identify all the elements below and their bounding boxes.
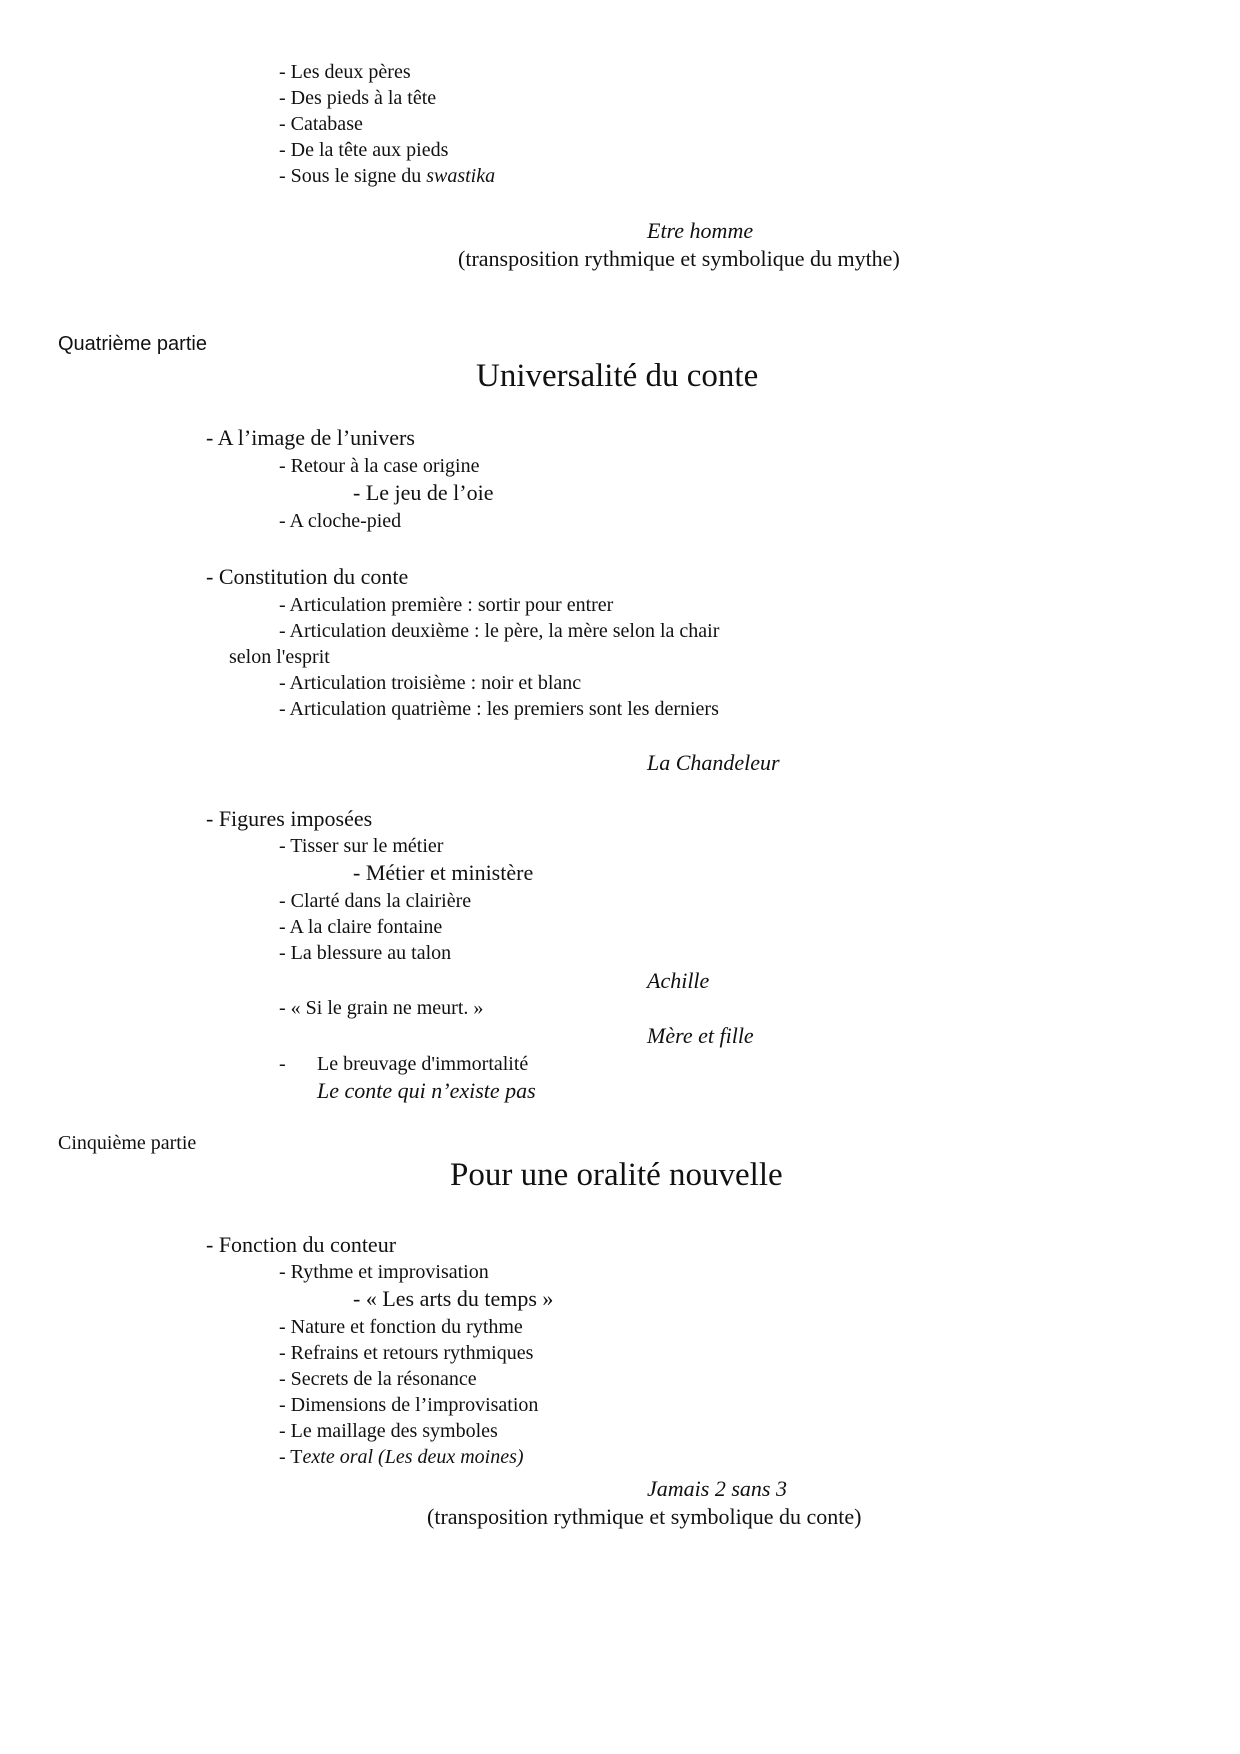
list-item: - Articulation troisième : noir et blanc — [279, 672, 582, 694]
section-note: Le conte qui n’existe pas — [317, 1078, 536, 1103]
list-item-text: - T — [279, 1446, 303, 1468]
section-note: Achille — [647, 968, 710, 993]
list-item: - Articulation deuxième : le père, la mère selon la chair — [279, 620, 720, 642]
part-label: Quatrième partie — [58, 333, 207, 355]
sub-list-item: - « Les arts du temps » — [353, 1286, 554, 1311]
list-item: - Tisser sur le métier — [279, 835, 444, 857]
list-item: - Nature et fonction du rythme — [279, 1316, 523, 1338]
list-item: - La blessure au talon — [279, 942, 452, 964]
list-item-text: Le breuvage d'immortalité — [317, 1053, 529, 1075]
list-item-italic: exte oral (Les deux moines) — [302, 1446, 524, 1468]
list-item: - A la claire fontaine — [279, 916, 443, 938]
group-heading: - Fonction du conteur — [206, 1232, 397, 1257]
list-item: - Les deux pères — [279, 61, 411, 83]
list-item: - A cloche-pied — [279, 510, 402, 532]
section-closing-title: Jamais 2 sans 3 — [647, 1476, 787, 1501]
part-label: Cinquième partie — [58, 1132, 197, 1154]
list-item: - Catabase — [279, 113, 363, 135]
list-item: - Secrets de la résonance — [279, 1368, 477, 1390]
list-item: - Des pieds à la tête — [279, 87, 437, 109]
list-item-continuation: selon l'esprit — [229, 646, 330, 668]
list-item-italic: swastika — [426, 165, 496, 187]
section-note: La Chandeleur — [647, 750, 780, 775]
sub-list-item: - Métier et ministère — [353, 860, 534, 885]
list-item — [279, 1447, 524, 1467]
list-item: - Dimensions de l’improvisation — [279, 1394, 539, 1416]
part-title: Universalité du conte — [476, 358, 759, 394]
list-item — [279, 1054, 528, 1074]
list-item: - « Si le grain ne meurt. » — [279, 997, 484, 1019]
section-closing-title: Etre homme — [647, 218, 754, 243]
list-item: - Clarté dans la clairière — [279, 890, 472, 912]
list-item: - Rythme et improvisation — [279, 1261, 489, 1283]
list-item: - Refrains et retours rythmiques — [279, 1342, 534, 1364]
list-item: - Le maillage des symboles — [279, 1420, 498, 1442]
list-item: - Articulation première : sortir pour entrer — [279, 594, 614, 616]
section-note: Mère et fille — [647, 1023, 754, 1048]
list-item: - Articulation quatrième : les premiers sont les derniers — [279, 698, 719, 720]
section-closing-subtitle: (transposition rythmique et symbolique du mythe) — [458, 246, 900, 271]
group-heading: - Figures imposées — [206, 806, 373, 831]
list-item — [279, 166, 495, 186]
list-dash: - — [279, 1053, 286, 1075]
group-heading: - A l’image de l’univers — [206, 425, 415, 450]
section-closing-subtitle: (transposition rythmique et symbolique du conte) — [427, 1504, 862, 1529]
part-title: Pour une oralité nouvelle — [450, 1157, 783, 1193]
sub-list-item: - Le jeu de l’oie — [353, 480, 494, 505]
list-item: - Retour à la case origine — [279, 455, 480, 477]
group-heading: - Constitution du conte — [206, 564, 409, 589]
list-item-text: - Sous le signe du — [279, 165, 427, 187]
list-item: - De la tête aux pieds — [279, 139, 449, 161]
